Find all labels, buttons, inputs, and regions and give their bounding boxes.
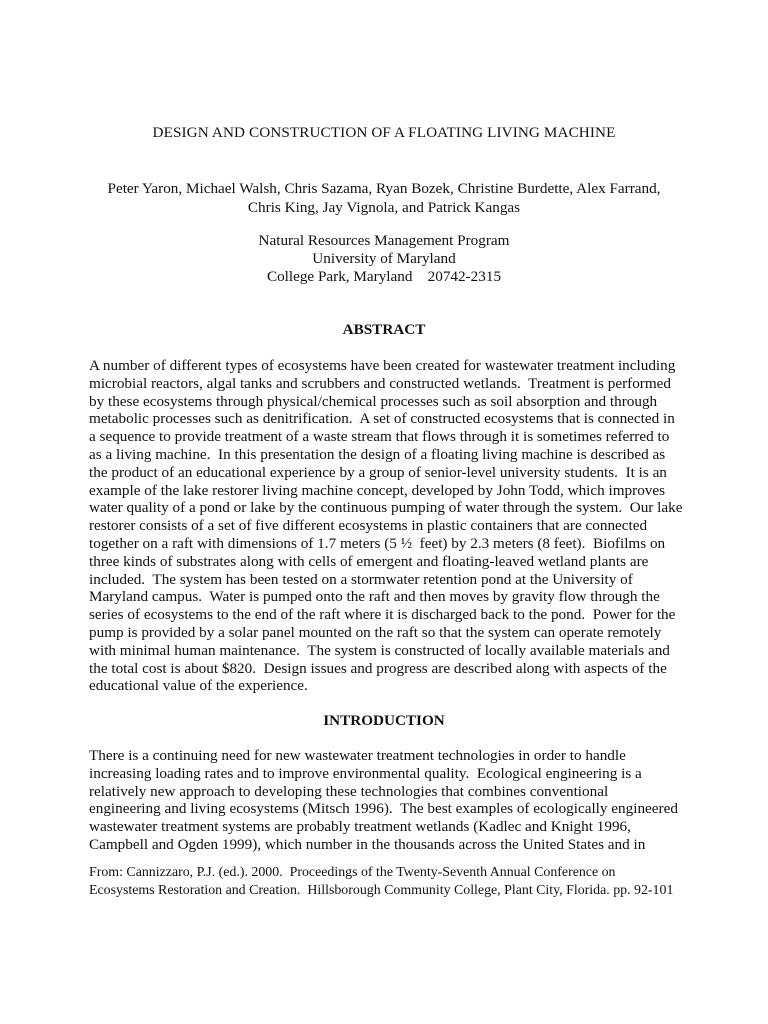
footnote-line: Ecosystems Restoration and Creation. Hillsborough Community College, Plant City, Florida. pp. 92-101	[89, 882, 674, 898]
footnote-line: From: Cannizzaro, P.J. (ed.). 2000. Proceedings of the Twenty-Seventh Annual Conference on	[89, 865, 616, 880]
affiliation-line: College Park, Maryland 20742-2315	[266, 267, 502, 285]
introduction-line: relatively new approach to developing these technologies that combines conventional	[89, 782, 609, 800]
author-list	[60, 179, 708, 217]
abstract-line: water quality of a pond or lake by the continuous pumping of water through the system. Our lake	[89, 499, 683, 517]
introduction-line: wastewater treatment systems are probably treatment wetlands (Kadlec and Knight 1996,	[89, 818, 631, 836]
abstract-line: with minimal human maintenance. The system is constructed of locally available materials and	[89, 641, 670, 659]
affiliation	[0, 232, 768, 285]
introduction-line: There is a continuing need for new wastewater treatment technologies in order to handle	[89, 747, 626, 764]
introduction-body	[89, 747, 689, 854]
abstract-line: Maryland campus. Water is pumped onto the raft and then moves by gravity flow through the	[89, 588, 660, 606]
abstract-line: included. The system has been tested on a stormwater retention pond at the University of	[89, 570, 633, 588]
abstract-line: example of the lake restorer living machine concept, developed by John Todd, which improves	[89, 481, 666, 499]
abstract-line: pump is provided by a solar panel mounted on the raft so that the system can operate remotely	[89, 623, 662, 641]
abstract-line: three kinds of substrates along with cells of emergent and floating-leaved wetland plants are	[89, 552, 649, 570]
abstract-line: a sequence to provide treatment of a waste stream that flows through it is sometimes referred to	[89, 428, 670, 446]
introduction-line: engineering and living ecosystems (Mitsch 1996). The best examples of ecologically engineered	[89, 800, 678, 818]
abstract-body	[89, 357, 689, 695]
source-footnote	[89, 864, 709, 900]
abstract-line: by these ecosystems through physical/chemical processes such as soil absorption and through	[89, 392, 658, 410]
abstract-line: microbial reactors, algal tanks and scrubbers and constructed wetlands. Treatment is performed	[89, 374, 672, 392]
author-line: Peter Yaron, Michael Walsh, Chris Sazama, Ryan Bozek, Christine Burdette, Alex Farrand,	[107, 180, 661, 197]
introduction-heading: INTRODUCTION	[323, 712, 445, 729]
affiliation-line: University of Maryland	[312, 249, 456, 267]
abstract-line: series of ecosystems to the end of the raft where it is discharged back to the pond. Power for the	[89, 606, 676, 624]
abstract-line: educational value of the experience.	[89, 677, 308, 695]
abstract-line: the total cost is about $820. Design issues and progress are described along with aspects of the	[89, 659, 667, 677]
abstract-line: restorer consists of a set of five different ecosystems in plastic containers that are connected	[89, 517, 648, 535]
introduction-line: Campbell and Ogden 1999), which number in the thousands across the United States and in	[89, 835, 646, 853]
abstract-line: the product of an educational experience by a group of senior-level university students. It is an	[89, 463, 667, 481]
abstract-line: as a living machine. In this presentation the design of a floating living machine is described as	[89, 445, 666, 463]
abstract-line: metabolic processes such as denitrification. A set of constructed ecosystems that is connected in	[89, 410, 675, 428]
affiliation-line: Natural Resources Management Program	[258, 232, 510, 249]
paper-title: DESIGN AND CONSTRUCTION OF A FLOATING LIVING MACHINE	[152, 124, 616, 141]
abstract-line: together on a raft with dimensions of 1.7 meters (5 ½ feet) by 2.3 meters (8 feet). Biofilms on	[89, 534, 666, 552]
author-line: Chris King, Jay Vignola, and Patrick Kangas	[247, 199, 521, 216]
abstract-line: A number of different types of ecosystems have been created for wastewater treatment including	[89, 357, 676, 374]
abstract-heading: ABSTRACT	[342, 321, 426, 338]
introduction-line: increasing loading rates and to improve environmental quality. Ecological engineering is a	[89, 764, 642, 782]
